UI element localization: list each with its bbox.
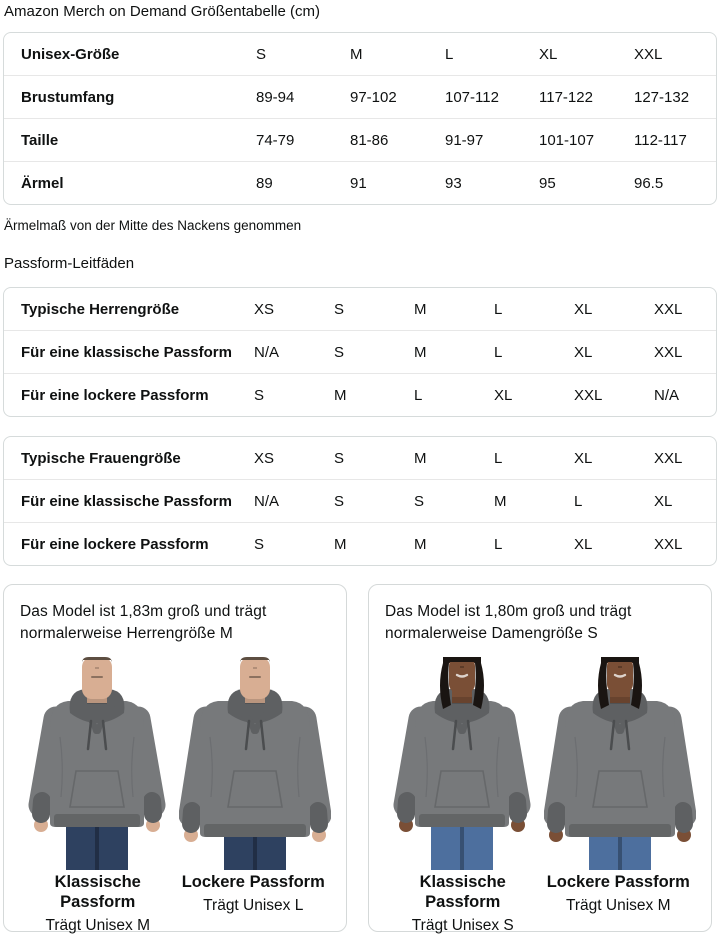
column-header-value: XL xyxy=(539,45,558,63)
column-header-value: S xyxy=(256,45,267,63)
column-header-value: XXL xyxy=(654,449,683,467)
row-label: Für eine klassische Passform xyxy=(4,479,254,522)
cell-value: 117-122 xyxy=(539,75,634,118)
cell-value: 112-117 xyxy=(634,118,716,161)
cell-value: 74-79 xyxy=(256,118,350,161)
cell-value: 91-97 xyxy=(445,118,539,161)
cell-value: 97-102 xyxy=(350,75,445,118)
cell-value: L xyxy=(414,373,494,416)
table-header-row xyxy=(4,288,716,330)
womens-fit-guide-table xyxy=(3,436,717,566)
cell-value: M xyxy=(414,330,494,373)
column-header-value: L xyxy=(494,300,503,318)
cell-value: 95 xyxy=(539,161,634,204)
table-row xyxy=(4,479,716,522)
table-row xyxy=(4,330,716,373)
cell-value: 107-112 xyxy=(445,75,539,118)
mens-fit-guide-table xyxy=(3,287,717,417)
table-header-row xyxy=(4,437,716,479)
model-description: Das Model ist 1,83m groß und trägt normalerweise Herrengröße M xyxy=(20,603,267,642)
caption-classic xyxy=(385,872,541,935)
caption-loose xyxy=(541,872,697,935)
table-row xyxy=(4,161,716,204)
column-header-value: M xyxy=(414,300,427,318)
cell-value: L xyxy=(494,330,574,373)
row-label: Brustumfang xyxy=(4,75,256,118)
model-photo-loose-fit xyxy=(544,657,696,870)
cell-value: XL xyxy=(494,373,574,416)
cell-value: 96.5 xyxy=(634,161,716,204)
row-label: Taille xyxy=(4,118,256,161)
fit-label: Klassische Passform xyxy=(54,873,141,911)
model-description: Das Model ist 1,80m groß und trägt normalerweise Damengröße S xyxy=(385,603,632,642)
column-header-value: XL xyxy=(574,449,593,467)
column-header-value: XXL xyxy=(654,300,683,318)
column-header-value: L xyxy=(494,449,503,467)
model-photo-classic-fit xyxy=(386,657,538,870)
cell-value: S xyxy=(334,479,414,522)
row-label: Ärmel xyxy=(4,161,256,204)
column-header-label: Unisex-Größe xyxy=(21,45,120,63)
row-label: Für eine lockere Passform xyxy=(4,522,254,565)
cell-value: N/A xyxy=(654,373,716,416)
cell-value: 91 xyxy=(350,161,445,204)
cell-value: 89-94 xyxy=(256,75,350,118)
table-row xyxy=(4,373,716,416)
cell-value: XL xyxy=(654,479,716,522)
cell-value: N/A xyxy=(254,330,334,373)
column-header-value: XS xyxy=(254,300,275,318)
model-photos xyxy=(20,657,331,870)
cell-value: XXL xyxy=(654,330,716,373)
cell-value: XXL xyxy=(654,522,716,565)
caption-classic xyxy=(20,872,176,935)
fit-label: Klassische Passform xyxy=(419,873,506,911)
model-cards-row xyxy=(3,584,718,932)
column-header-value: M xyxy=(350,45,363,63)
size-worn-label: Trägt Unisex M xyxy=(45,917,150,934)
model-card-men xyxy=(3,584,347,932)
cell-value: 81-86 xyxy=(350,118,445,161)
cell-value: XL xyxy=(574,522,654,565)
row-label: Für eine lockere Passform xyxy=(4,373,254,416)
column-header-value: M xyxy=(414,449,427,467)
table-header-row xyxy=(4,33,716,75)
fit-label: Lockere Passform xyxy=(546,873,690,891)
cell-value: 93 xyxy=(445,161,539,204)
table-spacer xyxy=(3,417,718,436)
cell-value: 127-132 xyxy=(634,75,716,118)
cell-value: S xyxy=(334,330,414,373)
size-worn-label: Trägt Unisex S xyxy=(411,917,514,934)
model-photos xyxy=(385,657,696,870)
unisex-size-table xyxy=(3,32,717,205)
size-worn-label: Trägt Unisex L xyxy=(203,897,304,914)
cell-value: S xyxy=(254,373,334,416)
column-header-value: XS xyxy=(254,449,275,467)
cell-value: M xyxy=(334,373,414,416)
cell-value: 101-107 xyxy=(539,118,634,161)
column-header-value: L xyxy=(445,45,454,63)
cell-value: 89 xyxy=(256,161,350,204)
page-title: Amazon Merch on Demand Größentabelle (cm) xyxy=(4,3,320,20)
column-header-value: S xyxy=(334,300,345,318)
model-card-women xyxy=(368,584,712,932)
table-row xyxy=(4,118,716,161)
size-worn-label: Trägt Unisex M xyxy=(565,897,671,914)
sleeve-measure-footnote: Ärmelmaß von der Mitte des Nackens genommen xyxy=(4,218,302,233)
caption-loose xyxy=(176,872,332,935)
model-photo-loose-fit xyxy=(179,657,331,870)
cell-value: XL xyxy=(574,330,654,373)
column-header-value: S xyxy=(334,449,345,467)
photo-captions xyxy=(20,872,331,935)
cell-value: S xyxy=(414,479,494,522)
cell-value: N/A xyxy=(254,479,334,522)
cell-value: L xyxy=(494,522,574,565)
cell-value: M xyxy=(494,479,574,522)
fit-label: Lockere Passform xyxy=(181,873,325,891)
column-header-value: XL xyxy=(574,300,593,318)
cell-value: M xyxy=(414,522,494,565)
cell-value: M xyxy=(334,522,414,565)
fit-guides-title: Passform-Leitfäden xyxy=(4,255,135,272)
table-row xyxy=(4,522,716,565)
table-row xyxy=(4,75,716,118)
cell-value: L xyxy=(574,479,654,522)
row-label: Für eine klassische Passform xyxy=(4,330,254,373)
cell-value: XXL xyxy=(574,373,654,416)
column-header-label: Typische Herrengröße xyxy=(21,300,180,318)
model-photo-classic-fit xyxy=(21,657,173,870)
column-header-label: Typische Frauengröße xyxy=(21,449,181,467)
photo-captions xyxy=(385,872,696,935)
cell-value: S xyxy=(254,522,334,565)
column-header-value: XXL xyxy=(634,45,663,63)
